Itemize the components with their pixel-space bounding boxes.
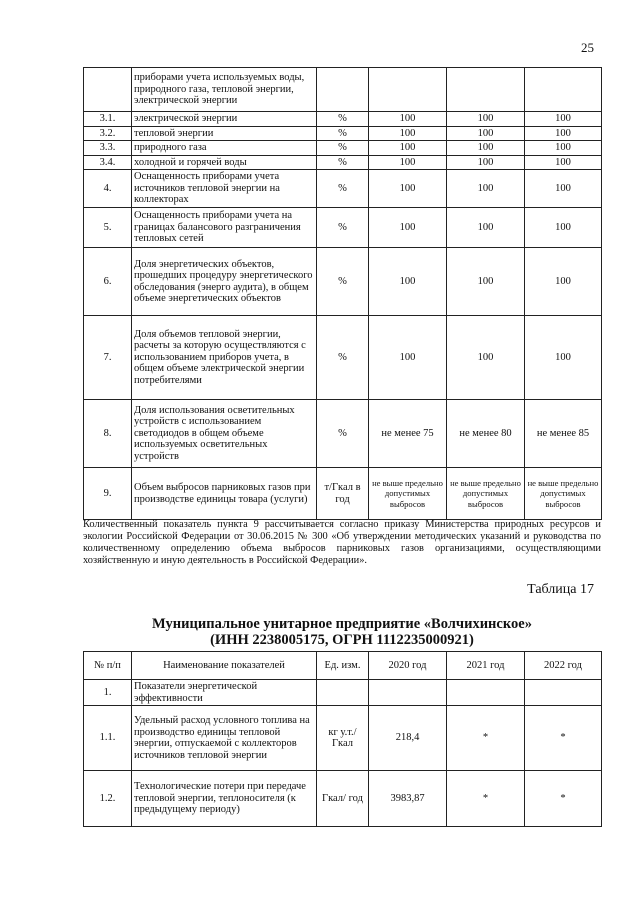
cell-value-2021: не выше предельно допустимых выбросов — [447, 468, 525, 520]
cell-value-2021: 100 — [447, 155, 525, 170]
cell-unit: % — [317, 141, 369, 156]
cell-indicator-name: Доля объемов тепловой энергии, расчеты за которую осуществляются с использованием приборов учета, в общем объеме электрической энергии потребителями — [132, 316, 317, 400]
cell-number: 1.2. — [84, 771, 132, 827]
table-row — [84, 706, 602, 771]
cell-number: 4. — [84, 170, 132, 208]
table-row — [84, 155, 602, 170]
table-row — [84, 771, 602, 827]
cell-value-2020: 100 — [369, 141, 447, 156]
cell-value-2022: 100 — [525, 170, 602, 208]
cell-unit — [317, 68, 369, 112]
cell-value-2020 — [369, 680, 447, 706]
cell-value-2022: 100 — [525, 155, 602, 170]
header-name: Наименование показателей — [132, 652, 317, 680]
cell-indicator-name: Оснащенность приборами учета источников тепловой энергии на коллекторах — [132, 170, 317, 208]
cell-value-2021: не менее 80 — [447, 400, 525, 468]
cell-number: 1. — [84, 680, 132, 706]
cell-indicator-name: электрической энергии — [132, 112, 317, 127]
cell-number: 3.1. — [84, 112, 132, 127]
cell-value-2020: 3983,87 — [369, 771, 447, 827]
cell-unit: % — [317, 208, 369, 248]
cell-number — [84, 68, 132, 112]
table-row — [84, 112, 602, 127]
header-2022: 2022 год — [525, 652, 602, 680]
cell-value-2021 — [447, 68, 525, 112]
cell-value-2022: 100 — [525, 316, 602, 400]
cell-value-2021: 100 — [447, 208, 525, 248]
cell-number: 7. — [84, 316, 132, 400]
cell-value-2020 — [369, 68, 447, 112]
cell-value-2022 — [525, 68, 602, 112]
cell-value-2020: не выше предельно допустимых выбросов — [369, 468, 447, 520]
table-caption: Таблица 17 — [527, 582, 594, 597]
cell-indicator-name: холодной и горячей воды — [132, 155, 317, 170]
cell-value-2021: 100 — [447, 126, 525, 141]
table-header-row — [84, 652, 602, 680]
cell-unit: % — [317, 400, 369, 468]
header-2021: 2021 год — [447, 652, 525, 680]
header-2020: 2020 год — [369, 652, 447, 680]
cell-value-2020: не менее 75 — [369, 400, 447, 468]
page-number: 25 — [581, 40, 594, 55]
cell-value-2020: 100 — [369, 208, 447, 248]
cell-value-2022: 100 — [525, 141, 602, 156]
footnote-paragraph: Количественный показатель пункта 9 рассчитывается согласно приказу Министерства природных ресурсов и экологии Российской Федерации от 30.06.2015 № 300 «Об утверждении методических указаний и руководства по количественному определению объема выбросов парниковых газов организациями, осуществляющими хозяйственную и иную деятельность в Российской Федерации». — [83, 519, 601, 566]
cell-unit: Гкал/ год — [317, 771, 369, 827]
organization-ids: (ИНН 2238005175, ОГРН 1112235000921) — [210, 632, 474, 648]
cell-number: 3.3. — [84, 141, 132, 156]
cell-unit: % — [317, 155, 369, 170]
cell-unit — [317, 680, 369, 706]
table-row — [84, 400, 602, 468]
cell-indicator-name: Объем выбросов парниковых газов при производстве единицы товара (услуги) — [132, 468, 317, 520]
cell-indicator-name: Удельный расход условного топлива на производство единицы тепловой энергии, отпускаемой с коллекторов источников тепловой энергии — [132, 706, 317, 771]
header-num: № п/п — [84, 652, 132, 680]
table-row — [84, 170, 602, 208]
cell-value-2021: * — [447, 771, 525, 827]
cell-value-2021: 100 — [447, 141, 525, 156]
cell-value-2022: 100 — [525, 248, 602, 316]
organization-name: Муниципальное унитарное предприятие «Волчихинское» — [152, 616, 532, 632]
cell-unit: % — [317, 112, 369, 127]
cell-unit: кг у.т./ Гкал — [317, 706, 369, 771]
cell-value-2022: 100 — [525, 126, 602, 141]
cell-value-2020: 100 — [369, 316, 447, 400]
table-row — [84, 316, 602, 400]
cell-unit: % — [317, 126, 369, 141]
cell-value-2020: 100 — [369, 126, 447, 141]
cell-indicator-name: тепловой энергии — [132, 126, 317, 141]
cell-value-2022: * — [525, 771, 602, 827]
cell-value-2022: 100 — [525, 208, 602, 248]
cell-value-2020: 218,4 — [369, 706, 447, 771]
cell-indicator-name: Показатели энергетической эффективности — [132, 680, 317, 706]
cell-unit: % — [317, 316, 369, 400]
cell-value-2021: 100 — [447, 170, 525, 208]
cell-indicator-name: природного газа — [132, 141, 317, 156]
cell-number: 6. — [84, 248, 132, 316]
cell-value-2022: не выше предельно допустимых выбросов — [525, 468, 602, 520]
organization-title — [83, 616, 601, 648]
table-row — [84, 208, 602, 248]
table-row — [84, 468, 602, 520]
cell-value-2022: не менее 85 — [525, 400, 602, 468]
header-unit: Ед. изм. — [317, 652, 369, 680]
cell-number: 3.2. — [84, 126, 132, 141]
cell-value-2022 — [525, 680, 602, 706]
cell-value-2021: * — [447, 706, 525, 771]
cell-value-2021: 100 — [447, 248, 525, 316]
cell-indicator-name: приборами учета используемых воды, природного газа, тепловой энергии, электрической энергии — [132, 68, 317, 112]
cell-unit: % — [317, 248, 369, 316]
cell-value-2021: 100 — [447, 112, 525, 127]
cell-indicator-name: Оснащенность приборами учета на границах балансового разграничения тепловых сетей — [132, 208, 317, 248]
cell-unit: т/Гкал в год — [317, 468, 369, 520]
cell-value-2022: 100 — [525, 112, 602, 127]
cell-number: 3.4. — [84, 155, 132, 170]
cell-value-2020: 100 — [369, 155, 447, 170]
cell-indicator-name: Технологические потери при передаче тепловой энергии, теплоносителя (к предыдущему периоду) — [132, 771, 317, 827]
table-row — [84, 141, 602, 156]
table-row — [84, 68, 602, 112]
cell-value-2021: 100 — [447, 316, 525, 400]
table-row — [84, 680, 602, 706]
cell-number: 5. — [84, 208, 132, 248]
cell-value-2020: 100 — [369, 170, 447, 208]
cell-number: 1.1. — [84, 706, 132, 771]
table-row — [84, 126, 602, 141]
table-row — [84, 248, 602, 316]
indicators-table-17 — [83, 651, 602, 827]
cell-value-2020: 100 — [369, 112, 447, 127]
cell-unit: % — [317, 170, 369, 208]
cell-number: 8. — [84, 400, 132, 468]
cell-indicator-name: Доля энергетических объектов, прошедших процедуру энергетического обследования (энерго аудита), в общем объеме энергетических объектов — [132, 248, 317, 316]
cell-value-2020: 100 — [369, 248, 447, 316]
cell-value-2021 — [447, 680, 525, 706]
indicators-table-continued — [83, 67, 602, 520]
cell-number: 9. — [84, 468, 132, 520]
cell-indicator-name: Доля использования осветительных устройств с использованием светодиодов в общем объеме используемых осветительных устройств — [132, 400, 317, 468]
cell-value-2022: * — [525, 706, 602, 771]
